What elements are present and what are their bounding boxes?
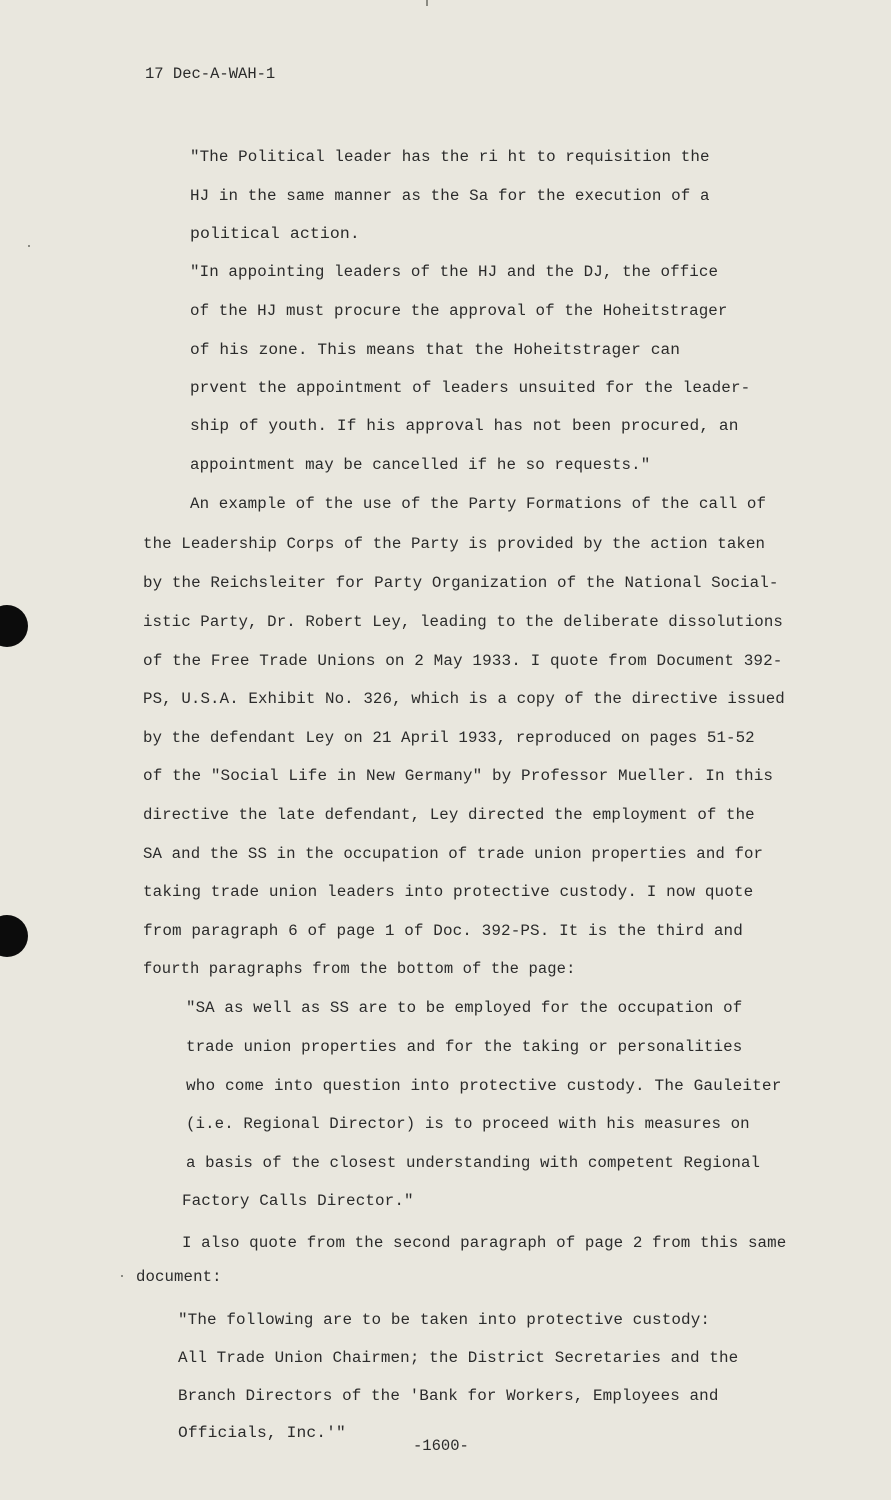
text-line-6: of his zone. This means that the Hoheitstrager can — [190, 341, 681, 359]
text-line-25: who come into question into protective custody. The Gauleiter — [186, 1077, 782, 1095]
margin-mark — [121, 1275, 123, 1277]
binder-hole-top — [0, 605, 28, 647]
text-line-1: "The Political leader has the ri ht to requisition the — [190, 148, 710, 166]
text-line-2: HJ in the same manner as the Sa for the execution of a — [190, 187, 710, 205]
text-line-34: Officials, Inc.'" — [178, 1424, 346, 1442]
text-line-32: All Trade Union Chairmen; the District Secretaries and the — [178, 1349, 739, 1367]
text-line-7: prvent the appointment of leaders unsuited for the leader- — [190, 379, 751, 397]
binder-hole-bottom — [0, 915, 28, 957]
text-line-17: of the "Social Life in New Germany" by Professor Mueller. In this — [143, 767, 774, 785]
text-line-10: An example of the use of the Party Formations of the call of — [190, 495, 767, 513]
text-line-26: (i.e. Regional Director) is to proceed with his measures on — [186, 1115, 750, 1133]
text-line-33: Branch Directors of the 'Bank for Workers, Employees and — [178, 1387, 719, 1405]
text-line-31: "The following are to be taken into protective custody: — [178, 1311, 711, 1329]
text-line-28: Factory Calls Director." — [182, 1192, 414, 1210]
text-line-5: of the HJ must procure the approval of the Hoheitstrager — [190, 302, 728, 320]
text-line-21: from paragraph 6 of page 1 of Doc. 392-PS. It is the third and — [143, 922, 743, 940]
page-number: -1600- — [413, 1437, 469, 1455]
text-line-12: by the Reichsleiter for Party Organization of the National Social- — [143, 574, 779, 592]
text-line-16: by the defendant Ley on 21 April 1933, reproduced on pages 51-52 — [143, 729, 755, 747]
text-line-4: "In appointing leaders of the HJ and the DJ, the office — [190, 263, 719, 281]
document-header: 17 Dec-A-WAH-1 — [145, 65, 276, 83]
text-line-19: SA and the SS in the occupation of trade union properties and for — [143, 845, 764, 863]
text-line-27: a basis of the closest understanding with competent Regional — [186, 1154, 761, 1172]
text-line-29: I also quote from the second paragraph of page 2 from this same — [182, 1234, 787, 1252]
text-line-9: appointment may be cancelled if he so requests." — [190, 456, 651, 474]
text-line-11: the Leadership Corps of the Party is provided by the action taken — [143, 535, 766, 553]
text-line-18: directive the late defendant, Ley directed the employment of the — [143, 806, 755, 824]
text-line-22: fourth paragraphs from the bottom of the page: — [143, 960, 576, 978]
text-line-30: document: — [136, 1268, 222, 1286]
text-line-13: istic Party, Dr. Robert Ley, leading to the deliberate dissolutions — [143, 613, 783, 631]
text-line-8: ship of youth. If his approval has not been procured, an — [190, 417, 739, 435]
text-line-23: "SA as well as SS are to be employed for the occupation of — [186, 999, 743, 1017]
text-line-20: taking trade union leaders into protective custody. I now quote — [143, 883, 754, 901]
text-line-3: political action. — [190, 225, 360, 243]
text-line-15: PS, U.S.A. Exhibit No. 326, which is a copy of the directive issued — [143, 690, 785, 708]
text-line-14: of the Free Trade Unions on 2 May 1933. I quote from Document 392- — [143, 652, 783, 670]
margin-mark — [28, 245, 30, 247]
text-line-24: trade union properties and for the taking or personalities — [186, 1038, 743, 1056]
margin-mark — [426, 0, 428, 6]
